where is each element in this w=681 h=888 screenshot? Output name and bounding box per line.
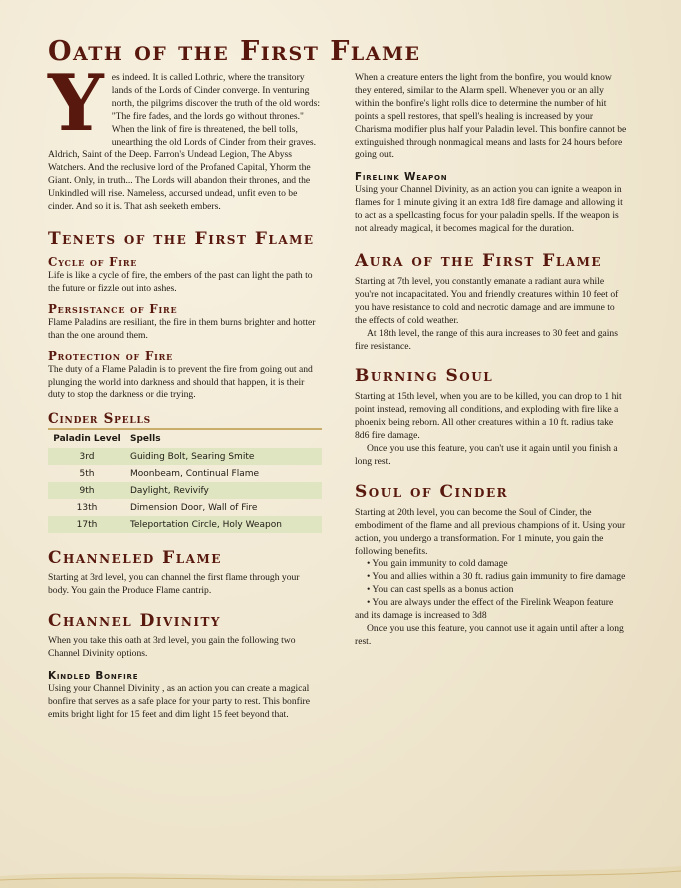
table-cell: 3rd [48, 448, 126, 465]
table-cell: Guiding Bolt, Searing Smite [126, 448, 322, 465]
tenet-title: Protection of Fire [48, 348, 174, 363]
tenet-text: The duty of a Flame Paladin is to prevent the fire from going out and plunging the world into darkness and should that happen, it is their duty to stop the darkness or die trying. [48, 363, 313, 401]
spells-table [48, 430, 322, 533]
table-cell: Moonbeam, Continual Flame [130, 468, 260, 479]
burning-soul-text: Starting at 15th level, when you are to be killed, you can drop to 1 hit point instead, removing all conditions, and exploding with fire like a phoenix being reborn. All other creatures within a 10 ft. radius take 8d6 fire damage. [355, 391, 622, 442]
firelink-weapon-heading: Firelink Weapon [355, 171, 448, 184]
soul-of-cinder-text: Once you use this feature, you cannot use it again until after a long rest. [355, 623, 624, 647]
tenet-text: Flame Paladins are resiliant, the fire in them burns brighter and hotter than the one around them. [48, 316, 316, 341]
table-cell: Teleportation Circle, Holy Weapon [126, 516, 322, 533]
tenet-title: Cycle of Fire [48, 254, 138, 269]
left-column [48, 58, 322, 722]
table-cell: 13th [76, 502, 98, 513]
table-header-row [48, 430, 322, 448]
list-item: • You gain immunity to cold damage [355, 558, 628, 571]
spells-heading: Cinder Spells [48, 412, 322, 430]
benefits-list [355, 558, 628, 623]
channeled-flame-heading: Channeled Flame [48, 548, 222, 569]
burning-soul-heading: Burning Soul [355, 366, 494, 387]
footer-ornament [0, 858, 681, 888]
table-row [48, 482, 322, 499]
table-cell: 17th [48, 516, 126, 533]
table-row [48, 465, 322, 482]
table-row [48, 499, 322, 516]
aura-text: At 18th level, the range of this aura increases to 30 feet and gains fire resistance. [355, 327, 618, 352]
intro-text: es indeed. It is called Lothric, where the transitory lands of the Lords of Cinder converge. In venturing north, the pilgrims discover the truth of the old words: "The fire fades, and the lords go without thrones." When the link of fire is threatened, the bell tolls, unearthing the old Lords of Cinder from their graves. Aldrich, Saint of the Deep. Farron's Undead Legion, The Abyss Watchers. And the reclusive lord of the Profaned Capital, Yhorm the Giant. Only, in truth... The Lords will abandon their thrones, and the Unkindled will rise. Nameless, accursed undead, unfit even to be cinder. And so it is. That ash seeketh embers. [48, 72, 321, 213]
soul-of-cinder-heading: Soul of Cinder [355, 481, 509, 502]
table-cell: 5th [79, 468, 95, 479]
aura-heading: Aura of the First Flame [355, 250, 602, 271]
table-row [48, 516, 322, 533]
tenet-title: Persistance of Fire [48, 301, 178, 316]
kindled-bonfire-heading: Kindled Bonfire [48, 669, 139, 682]
firelink-weapon-text: Using your Channel Divinity, as an action you can ignite a weapon in flames for 1 minute giving it an extra 1d8 fire damage and allowing it to act as a spellcasting focus for your paladin spells. If the weapon is not already magical, it becomes magical for the duration. [355, 184, 623, 235]
list-item: • You and allies within a 30 ft. radius gain immunity to fire damage [355, 571, 628, 584]
table-row [48, 448, 322, 465]
aura-text: Starting at 7th level, you constantly emanate a radiant aura while you're not incapacitated. You and friendly creatures within 10 feet of you have resistance to cold and necrotic damage and are immune to the effects of cold weather. [355, 275, 619, 326]
kindled-bonfire-text-continued: When a creature enters the light from the bonfire, you would know they entered, similar to the Alarm spell. Whenever you or an ally within the bonfire's light rolls dice to determine the number of hit points a spell restores, that spell's healing is increased by your Charisma modifier plus half your Paladin level. This bonfire cannot be extinguished through nonmagical means and lasts for 24 hours before going out. [355, 72, 627, 161]
channel-divinity-text: When you take this oath at 3rd level, you gain the following two Channel Divinity options. [48, 635, 296, 660]
intro-section [48, 58, 322, 214]
right-column [355, 72, 628, 649]
table-header: Paladin Level [53, 434, 121, 445]
list-item: • You can cast spells as a bonus action [355, 584, 628, 597]
list-item: • You are always under the effect of the Firelink Weapon feature and its damage is increased to 3d8 [355, 597, 628, 623]
table-cell: Dimension Door, Wall of Fire [130, 502, 258, 513]
table-header: Spells [130, 434, 161, 445]
page-title: Oath of the First Flame [48, 36, 421, 67]
channel-divinity-heading: Channel Divinity [48, 611, 221, 632]
burning-soul-text: Once you use this feature, you can't use it again until you finish a long rest. [355, 443, 618, 467]
dropcap-letter: Y [48, 58, 104, 149]
tenet-text: Life is like a cycle of fire, the embers of the past can light the path to the future or fizzle out into ashes. [48, 269, 313, 294]
channeled-flame-text: Starting at 3rd level, you can channel the first flame through your body. You gain the Produce Flame cantrip. [48, 572, 300, 597]
table-cell: 9th [48, 482, 126, 499]
table-cell: Daylight, Revivify [126, 482, 322, 499]
kindled-bonfire-text: Using your Channel Divinity , as an action you can create a magical bonfire that serves as a safe place for your party to rest. This bonfire emits bright light for 15 feet and dim light 15 feet beyond that. [48, 682, 310, 720]
tenets-heading: Tenets of the First Flame [48, 228, 315, 249]
soul-of-cinder-text: Starting at 20th level, you can become the Soul of Cinder, the embodiment of the flame and all previous champions of it. Using your action, you undergo a transformation. For 1 minute, you gain the following benefits. [355, 506, 626, 557]
